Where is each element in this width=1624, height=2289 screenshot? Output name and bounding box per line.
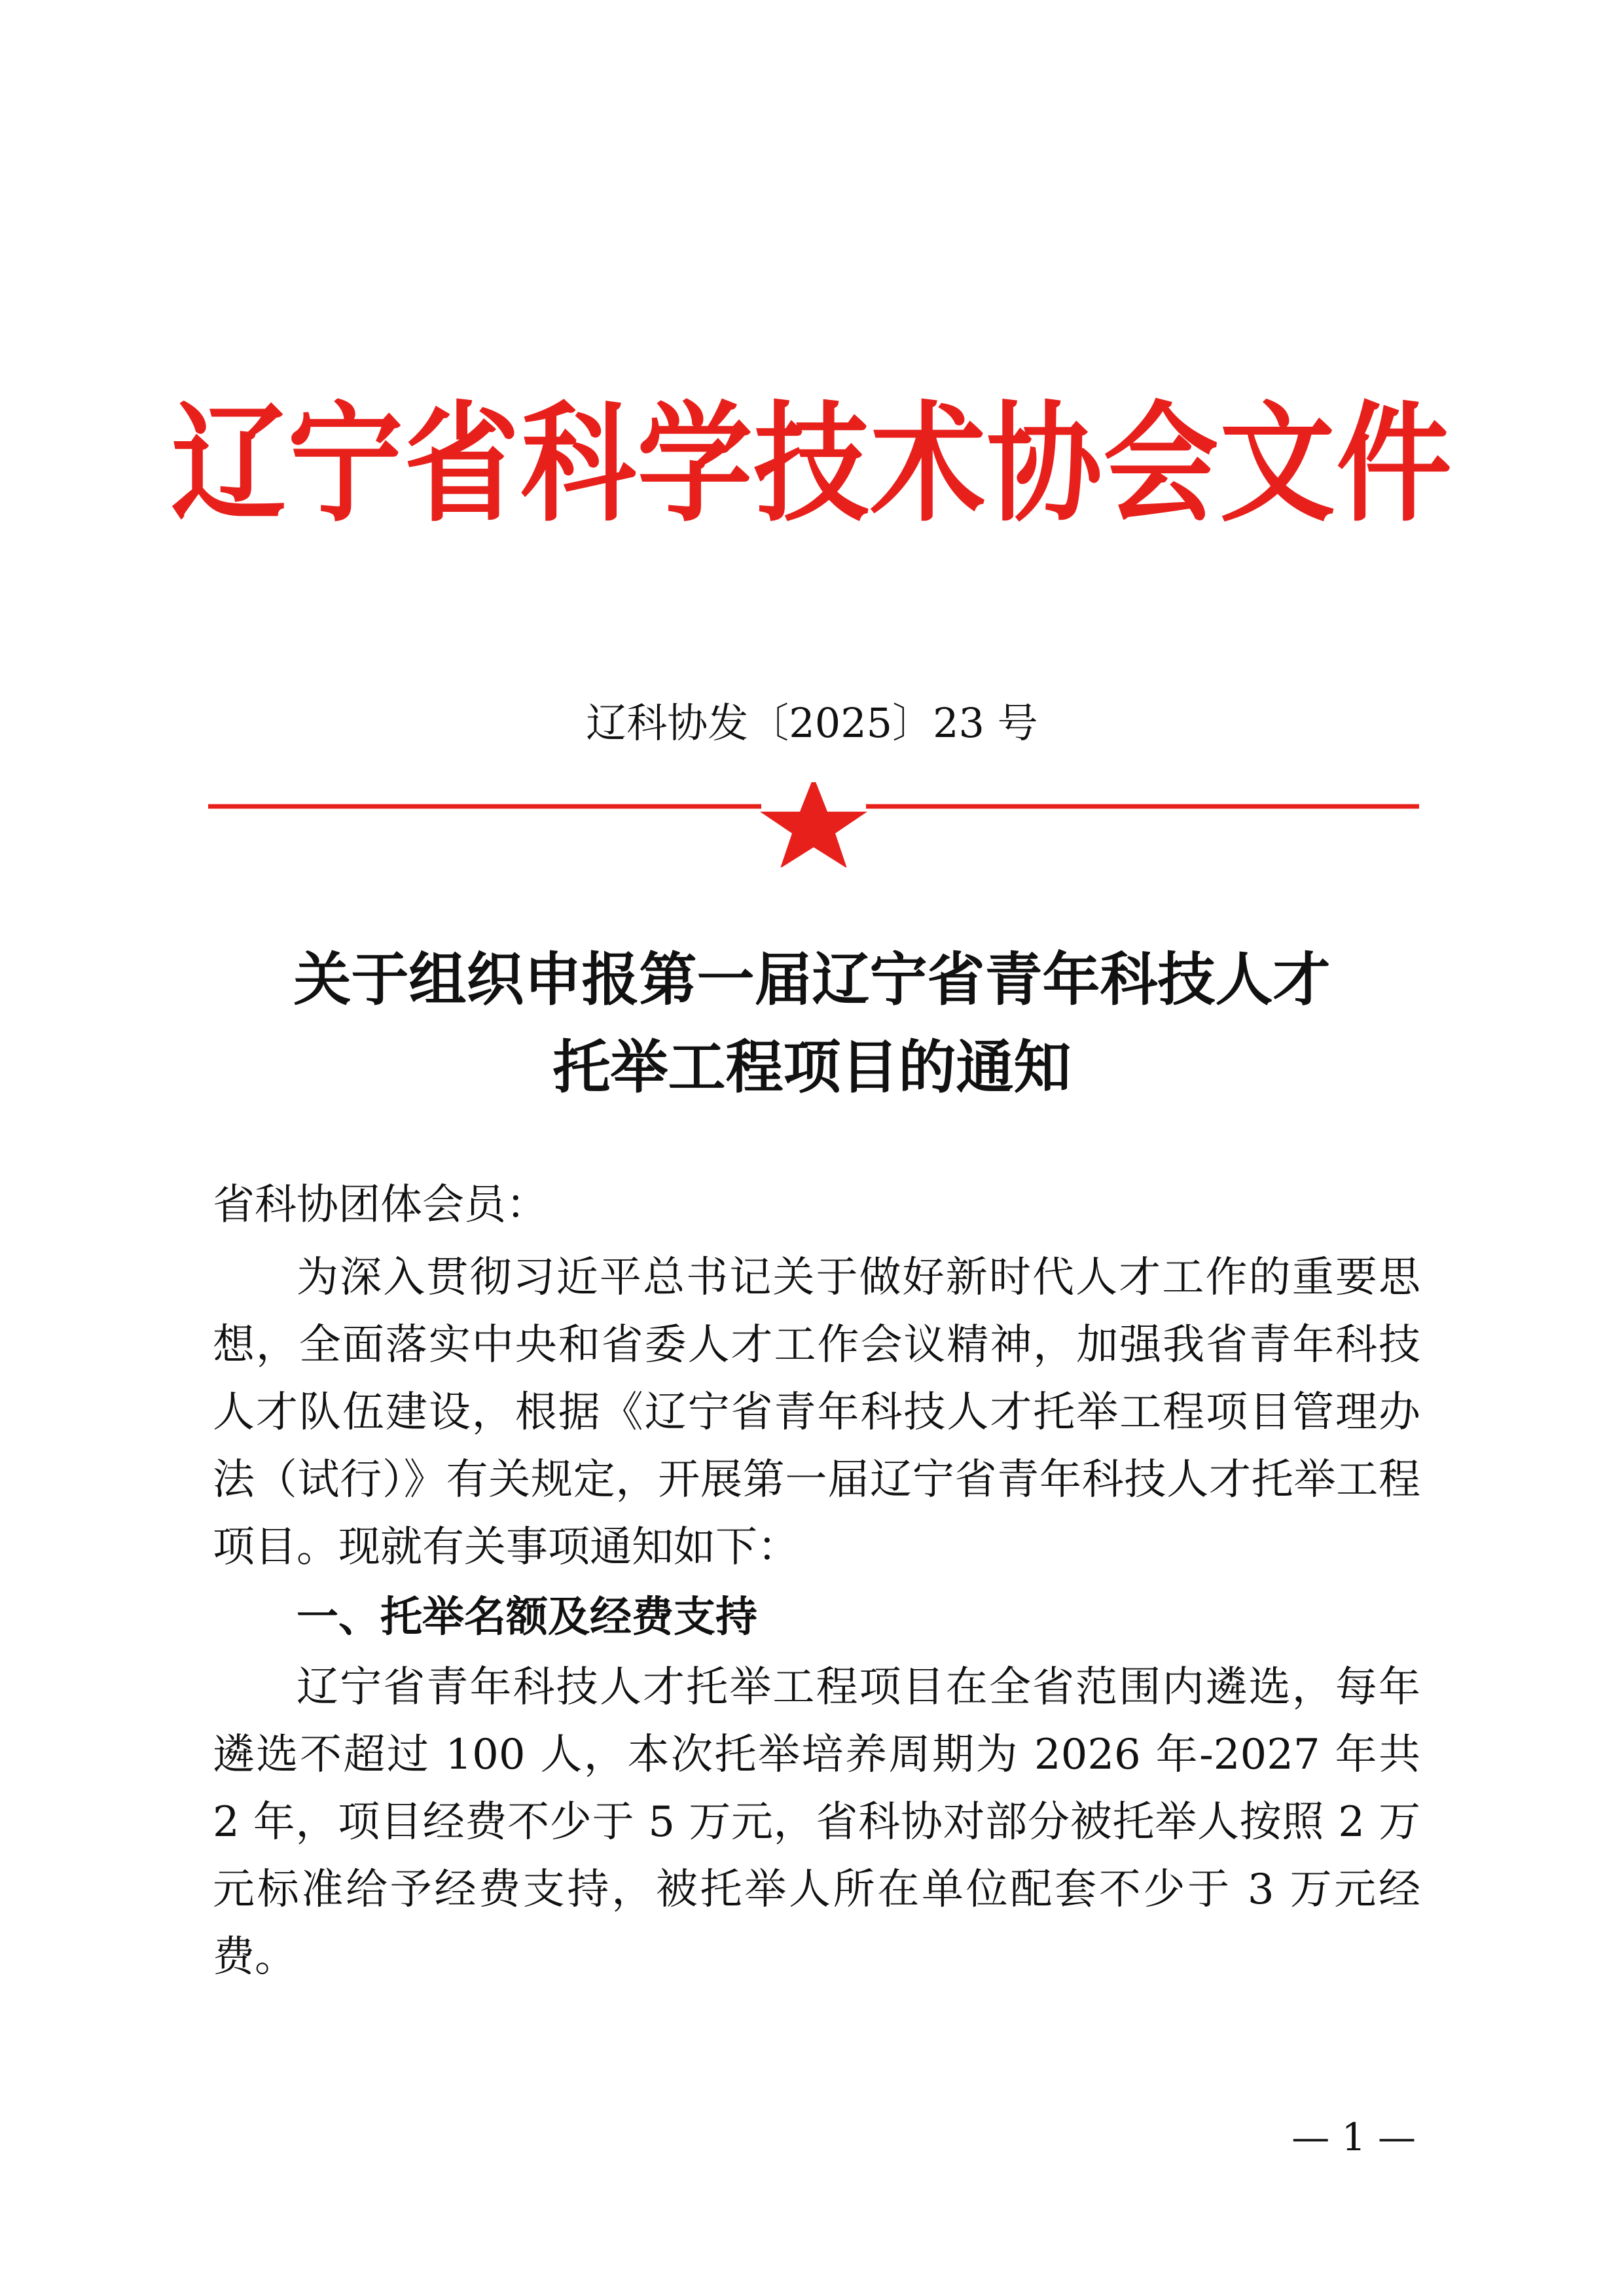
document-number: 辽科协发〔2025〕23 号	[586, 699, 1038, 747]
intro-paragraph: 为深入贯彻习近平总书记关于做好新时代人才工作的重要思想，全面落实中央和省委人才工作会议精神，加强我省青年科技人才队伍建设，根据《辽宁省青年科技人才托举工程项目管理办法（试行）》有关规定，开展第一届辽宁省青年科技人才托举工程项目。现就有关事项通知如下：	[213, 1253, 1420, 1572]
notice-body	[213, 1172, 1420, 1991]
notice-title-line-2: 托举工程项目的通知	[552, 1034, 1072, 1101]
section-1-heading: 一、托举名额及经费支持	[297, 1593, 757, 1642]
notice-title	[0, 936, 1624, 1111]
star-icon	[760, 782, 867, 867]
section-1-paragraph: 辽宁省青年科技人才托举工程项目在全省范围内遴选，每年遴选不超过 100 人，本次托举培养周期为 2026 年-2027 年共 2 年，项目经费不少于 5 万元，省科协对部分被托举人按照 2 万元标准给予经费支持，被托举人所在单位配套不少于 3 万元经费。	[213, 1663, 1420, 1981]
notice-title-line-1: 关于组织申报第一届辽宁省青年科技人才	[293, 946, 1331, 1013]
red-separator	[208, 782, 1419, 867]
page-number: — 1 —	[1291, 2115, 1416, 2159]
masthead-title: 辽宁省科学技术协会文件	[171, 389, 1453, 540]
salutation: 省科协团体会员：	[213, 1181, 548, 1229]
